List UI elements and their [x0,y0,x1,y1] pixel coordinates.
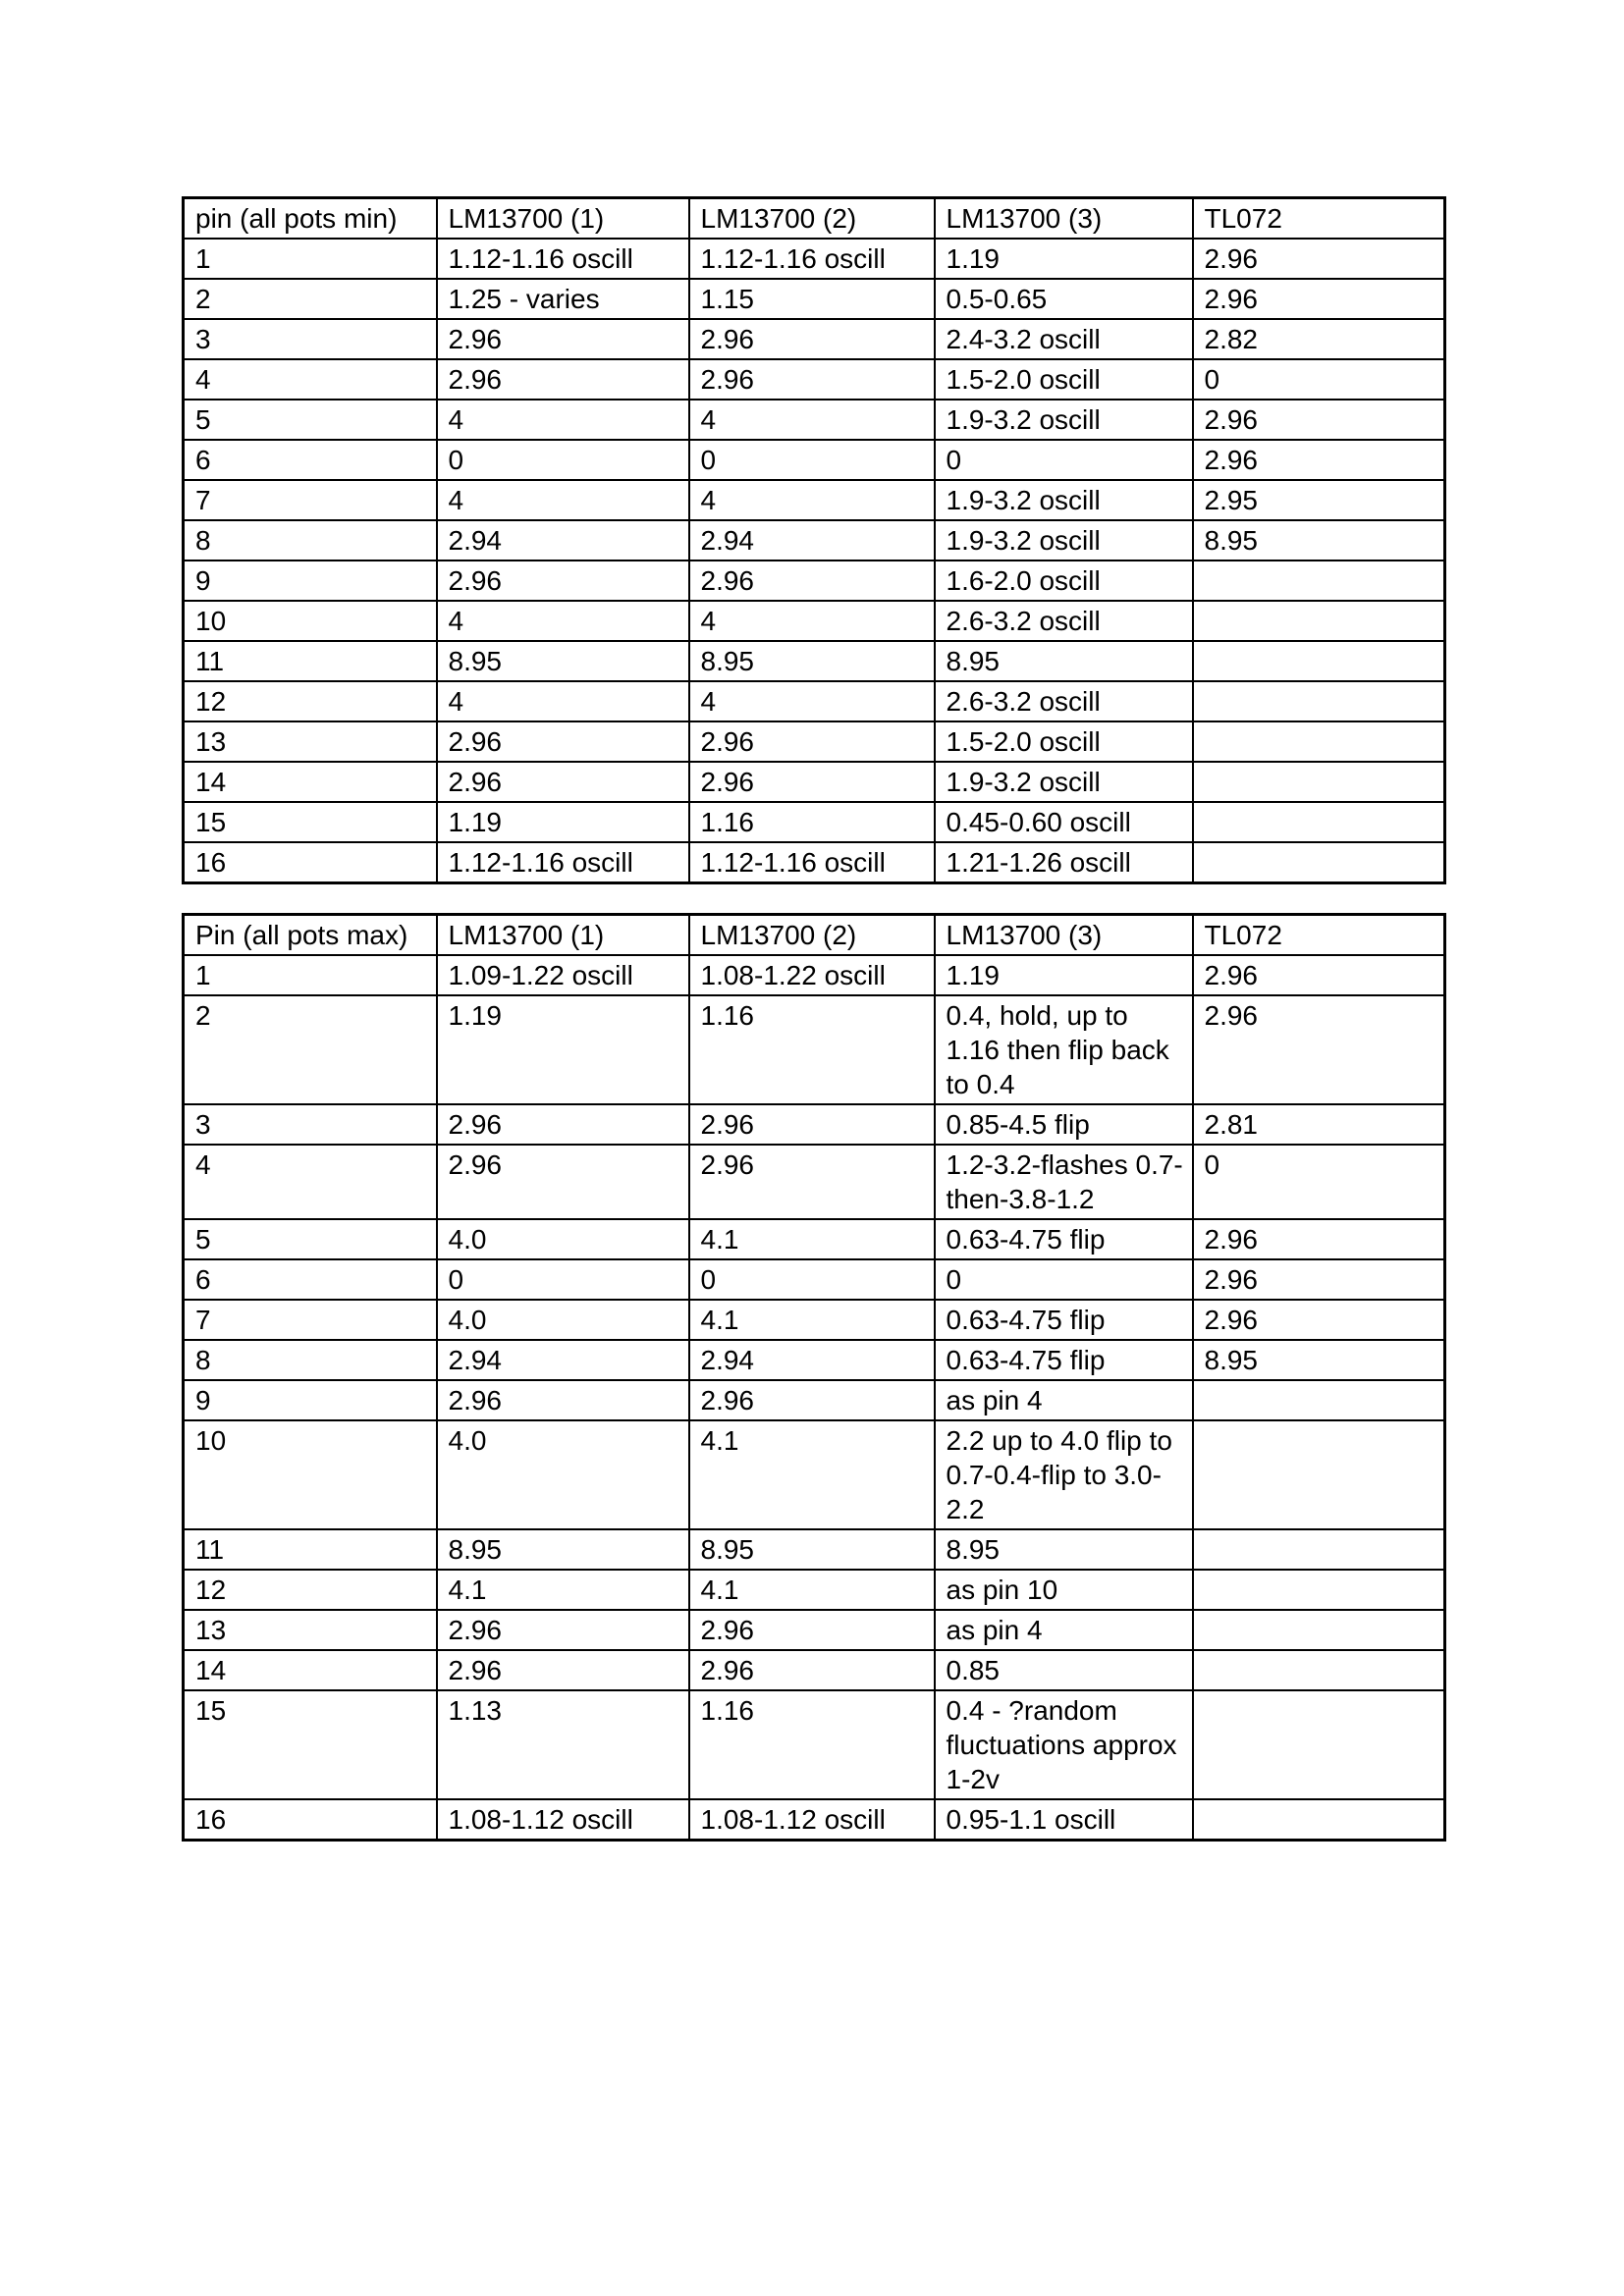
voltage-cell: 0.5-0.65 [935,279,1193,319]
voltage-cell: as pin 10 [935,1570,1193,1610]
voltage-cell: 2.6-3.2 oscill [935,601,1193,641]
voltage-cell: 4.1 [437,1570,689,1610]
voltage-cell: 4 [437,681,689,721]
column-header: LM13700 (1) [437,198,689,240]
voltage-cell: 2.96 [689,319,935,359]
voltage-cell: 1.2-3.2-flashes 0.7-then-3.8-1.2 [935,1145,1193,1219]
pin-number-cell: 4 [184,359,437,400]
voltage-cell: 1.9-3.2 oscill [935,400,1193,440]
pin-number-cell: 9 [184,561,437,601]
voltage-cell: 2.96 [437,1380,689,1420]
voltage-cell: 4 [437,601,689,641]
pin-number-cell: 6 [184,1259,437,1300]
voltage-cell: 1.12-1.16 oscill [437,842,689,883]
voltage-cell: 8.95 [437,641,689,681]
table-row [184,1650,1445,1690]
voltage-cell: 2.96 [1193,400,1445,440]
voltage-cell: 4.1 [689,1570,935,1610]
voltage-cell: 8.95 [935,641,1193,681]
voltage-cell: 4.1 [689,1300,935,1340]
voltage-cell: 8.95 [935,1529,1193,1570]
voltage-cell: 2.96 [437,1104,689,1145]
voltage-cell: 2.96 [437,561,689,601]
header-row [184,915,1445,956]
voltage-cell: 1.09-1.22 oscill [437,955,689,995]
voltage-cell: 2.96 [437,1650,689,1690]
voltage-cell: 2.95 [1193,480,1445,520]
voltage-cell: 0 [935,1259,1193,1300]
voltage-cell [1193,721,1445,762]
table-row [184,995,1445,1104]
voltage-cell: 2.96 [437,1145,689,1219]
voltage-cell: 2.94 [689,1340,935,1380]
column-header: LM13700 (1) [437,915,689,956]
voltage-cell [1193,1690,1445,1799]
pin-number-cell: 11 [184,1529,437,1570]
voltage-cell: 1.21-1.26 oscill [935,842,1193,883]
voltage-cell: 2.96 [689,359,935,400]
pin-number-cell: 12 [184,681,437,721]
pin-number-cell: 16 [184,842,437,883]
voltage-cell [1193,1420,1445,1529]
pin-number-cell: 4 [184,1145,437,1219]
voltage-cell: 2.94 [437,1340,689,1380]
table-row [184,601,1445,641]
voltage-cell [1193,601,1445,641]
voltage-cell: 2.96 [1193,239,1445,279]
voltage-cell [1193,641,1445,681]
voltage-cell: 0.63-4.75 flip [935,1300,1193,1340]
column-header: LM13700 (2) [689,915,935,956]
pin-number-cell: 8 [184,520,437,561]
pin-number-cell: 13 [184,1610,437,1650]
voltage-cell: 2.96 [1193,995,1445,1104]
voltage-cell [1193,1799,1445,1841]
table-row [184,1259,1445,1300]
voltage-cell: 2.96 [437,1610,689,1650]
pin-number-cell: 1 [184,239,437,279]
voltage-cell: 1.16 [689,995,935,1104]
voltage-cell: 4 [689,601,935,641]
voltage-cell [1193,681,1445,721]
voltage-cell: 2.96 [689,1104,935,1145]
table-row [184,400,1445,440]
column-header: LM13700 (3) [935,198,1193,240]
pin-number-cell: 7 [184,1300,437,1340]
voltage-cell: 1.19 [437,802,689,842]
voltage-cell [1193,1650,1445,1690]
voltage-cell: 4 [689,480,935,520]
voltage-cell: 2.96 [437,359,689,400]
table-row [184,842,1445,883]
voltage-cell: 2.96 [689,561,935,601]
voltage-cell: 1.08-1.12 oscill [689,1799,935,1841]
voltage-cell: 0 [1193,359,1445,400]
column-header: Pin (all pots max) [184,915,437,956]
table-row [184,520,1445,561]
voltage-cell: 2.6-3.2 oscill [935,681,1193,721]
voltage-cell: 0 [689,1259,935,1300]
column-header: LM13700 (2) [689,198,935,240]
voltage-cell [1193,842,1445,883]
table-row [184,239,1445,279]
table-row [184,279,1445,319]
voltage-cell: 0.85 [935,1650,1193,1690]
voltage-cell: 2.96 [689,1145,935,1219]
voltage-cell [1193,561,1445,601]
voltage-cell: 1.13 [437,1690,689,1799]
voltage-cell: 2.96 [437,319,689,359]
voltage-cell: 2.4-3.2 oscill [935,319,1193,359]
voltage-cell: 1.19 [935,239,1193,279]
voltage-cell: 1.08-1.12 oscill [437,1799,689,1841]
voltage-cell: 1.9-3.2 oscill [935,520,1193,561]
voltage-cell: 1.6-2.0 oscill [935,561,1193,601]
voltage-cell: 2.96 [689,721,935,762]
pin-number-cell: 14 [184,762,437,802]
table-row [184,802,1445,842]
voltage-cell [1193,1529,1445,1570]
voltage-cell: 2.96 [1193,1219,1445,1259]
voltage-cell: 0 [437,440,689,480]
voltage-cell: 2.96 [1193,955,1445,995]
voltage-cell: 0 [689,440,935,480]
voltage-cell: 0.4 - ?random fluctuations approx 1-2v [935,1690,1193,1799]
table-row [184,1219,1445,1259]
pin-number-cell: 13 [184,721,437,762]
voltage-cell: 4.0 [437,1300,689,1340]
header-row [184,198,1445,240]
voltage-cell: 1.12-1.16 oscill [437,239,689,279]
voltage-cell: 0.85-4.5 flip [935,1104,1193,1145]
table-row [184,1610,1445,1650]
voltage-cell: 1.12-1.16 oscill [689,842,935,883]
voltage-cell: 2.2 up to 4.0 flip to 0.7-0.4-flip to 3.0-2.2 [935,1420,1193,1529]
pin-number-cell: 3 [184,1104,437,1145]
pin-number-cell: 5 [184,1219,437,1259]
voltage-cell: 2.96 [689,1610,935,1650]
pin-number-cell: 7 [184,480,437,520]
pin-number-cell: 10 [184,601,437,641]
table-row [184,1145,1445,1219]
voltage-cell: 2.96 [1193,279,1445,319]
voltage-cell: 8.95 [689,1529,935,1570]
pin-number-cell: 14 [184,1650,437,1690]
voltage-cell: 4.0 [437,1420,689,1529]
voltage-cell: 4 [437,400,689,440]
column-header: pin (all pots min) [184,198,437,240]
voltage-cell: 8.95 [1193,520,1445,561]
table-row [184,440,1445,480]
table-row [184,1690,1445,1799]
table-row [184,561,1445,601]
voltage-cell: 2.96 [437,721,689,762]
column-header: LM13700 (3) [935,915,1193,956]
voltage-cell: 4 [689,681,935,721]
pin-number-cell: 15 [184,1690,437,1799]
voltage-cell: 2.94 [437,520,689,561]
voltage-cell: 4.1 [689,1420,935,1529]
voltage-cell: 2.81 [1193,1104,1445,1145]
pin-number-cell: 5 [184,400,437,440]
voltage-cell: 4.0 [437,1219,689,1259]
table-row [184,1529,1445,1570]
table-row [184,319,1445,359]
voltage-cell: 4.1 [689,1219,935,1259]
voltage-cell: 2.94 [689,520,935,561]
voltage-cell: 8.95 [437,1529,689,1570]
voltage-cell: as pin 4 [935,1380,1193,1420]
table-row [184,1380,1445,1420]
pin-number-cell: 11 [184,641,437,681]
pin-number-cell: 8 [184,1340,437,1380]
table-row [184,1340,1445,1380]
pin-number-cell: 9 [184,1380,437,1420]
voltage-cell: 0.63-4.75 flip [935,1340,1193,1380]
voltage-cell: 0 [935,440,1193,480]
pin-voltages-max-table [182,913,1446,1842]
voltage-cell: 1.9-3.2 oscill [935,480,1193,520]
voltage-cell: 1.08-1.22 oscill [689,955,935,995]
voltage-cell: 1.12-1.16 oscill [689,239,935,279]
pin-number-cell: 6 [184,440,437,480]
voltage-cell: 2.96 [689,1650,935,1690]
voltage-cell: 0.63-4.75 flip [935,1219,1193,1259]
voltage-cell [1193,802,1445,842]
voltage-cell: 4 [689,400,935,440]
pin-number-cell: 10 [184,1420,437,1529]
pin-number-cell: 16 [184,1799,437,1841]
voltage-cell: 1.25 - varies [437,279,689,319]
pin-number-cell: 2 [184,279,437,319]
voltage-cell: 2.96 [1193,1300,1445,1340]
table-row [184,641,1445,681]
voltage-cell: 1.5-2.0 oscill [935,359,1193,400]
voltage-cell: 2.96 [689,1380,935,1420]
table-row [184,955,1445,995]
voltage-cell: 2.82 [1193,319,1445,359]
voltage-cell: 1.16 [689,1690,935,1799]
voltage-cell [1193,1610,1445,1650]
table-row [184,681,1445,721]
voltage-cell: 4 [437,480,689,520]
table-row [184,762,1445,802]
column-header: TL072 [1193,915,1445,956]
voltage-cell: 0.95-1.1 oscill [935,1799,1193,1841]
voltage-cell: 1.16 [689,802,935,842]
voltage-cell: 1.9-3.2 oscill [935,762,1193,802]
voltage-cell: 2.96 [437,762,689,802]
voltage-cell: as pin 4 [935,1610,1193,1650]
voltage-cell: 0.45-0.60 oscill [935,802,1193,842]
pin-number-cell: 1 [184,955,437,995]
voltage-cell: 1.19 [437,995,689,1104]
table-row [184,1570,1445,1610]
voltage-cell: 2.96 [1193,1259,1445,1300]
voltage-cell: 1.19 [935,955,1193,995]
pin-number-cell: 3 [184,319,437,359]
voltage-cell: 0.4, hold, up to 1.16 then flip back to 0.4 [935,995,1193,1104]
voltage-cell: 2.96 [1193,440,1445,480]
table-row [184,1104,1445,1145]
voltage-cell [1193,1380,1445,1420]
voltage-cell: 1.15 [689,279,935,319]
voltage-cell [1193,762,1445,802]
voltage-cell: 1.5-2.0 oscill [935,721,1193,762]
column-header: TL072 [1193,198,1445,240]
pin-number-cell: 15 [184,802,437,842]
voltage-cell [1193,1570,1445,1610]
table-row [184,1300,1445,1340]
voltage-cell: 0 [437,1259,689,1300]
table-row [184,1420,1445,1529]
table-row [184,359,1445,400]
voltage-cell: 2.96 [689,762,935,802]
table-row [184,1799,1445,1841]
voltage-cell: 8.95 [1193,1340,1445,1380]
pin-number-cell: 2 [184,995,437,1104]
voltage-cell: 8.95 [689,641,935,681]
table-row [184,480,1445,520]
pin-voltages-min-table [182,196,1446,884]
table-row [184,721,1445,762]
pin-number-cell: 12 [184,1570,437,1610]
voltage-cell: 0 [1193,1145,1445,1219]
